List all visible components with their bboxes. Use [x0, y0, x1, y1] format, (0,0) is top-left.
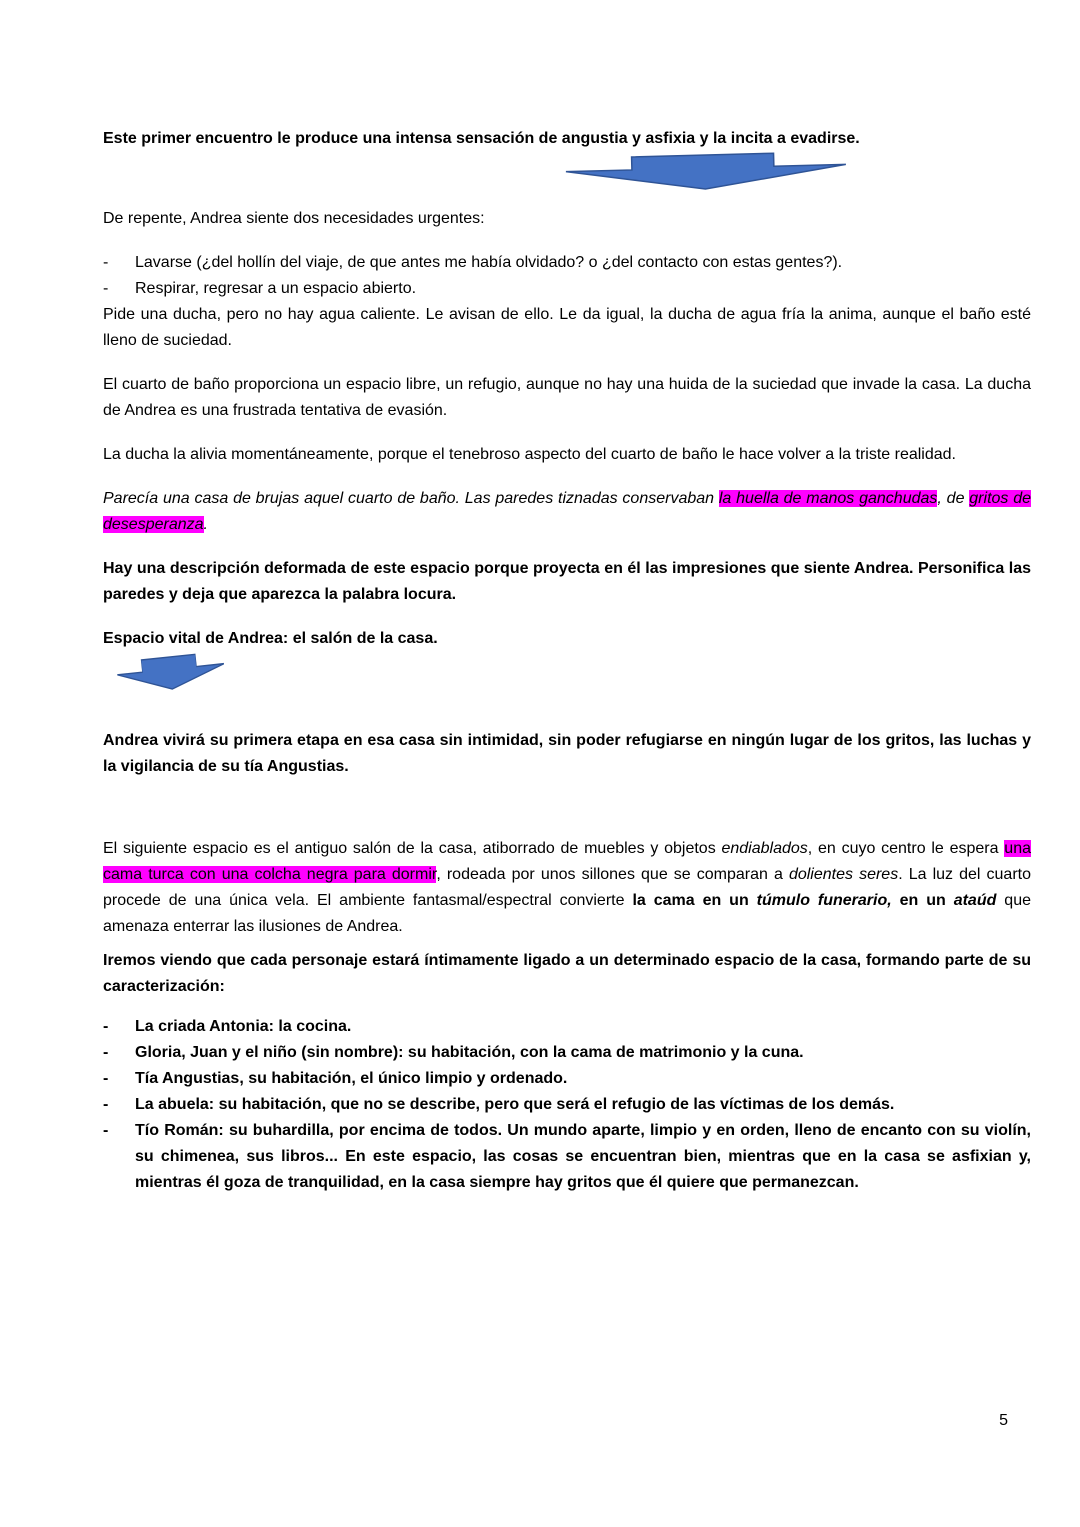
down-arrow-shape — [565, 150, 848, 193]
dash-bullet: - — [103, 1070, 109, 1087]
down-arrow-polygon — [566, 151, 847, 192]
dash-bullet: - — [103, 1044, 109, 1061]
para-necesidades: De repente, Andrea siente dos necesidades urgentes: — [103, 210, 485, 227]
para-salon-antiguo — [103, 836, 1031, 940]
text-run: . La luz del cuarto procede de una única vela. El ambiente fantasmal/espectral convierte — [103, 866, 1031, 909]
text-run: Parecía una casa de brujas aquel cuarto de baño. Las paredes tiznadas conservaban — [103, 490, 719, 507]
text-run: en un — [891, 892, 954, 909]
down-arrow-icon — [117, 656, 225, 690]
text-run: endiablados — [721, 840, 808, 857]
list-item-text: Lavarse (¿del hollín del viaje, de que antes me había olvidado? o ¿del contacto con estas gentes?). — [135, 254, 843, 271]
list-item-text: La criada Antonia: la cocina. — [135, 1018, 352, 1035]
dash-bullet: - — [103, 254, 109, 271]
para-alivia: La ducha la alivia momentáneamente, porque el tenebroso aspecto del cuarto de baño le hace volver a la triste realidad. — [103, 446, 956, 463]
list-item — [103, 276, 1031, 302]
text-run: . — [203, 516, 208, 533]
dash-bullet: - — [103, 1018, 109, 1035]
text-run: ataúd — [953, 892, 997, 909]
text-run: la cama en un — [632, 892, 757, 909]
down-arrow-shape — [116, 650, 227, 695]
text-run: una cama turca con una colcha negra para dormir — [103, 840, 1031, 883]
list-item-text: Gloria, Juan y el niño (sin nombre): su habitación, con la cama de matrimonio y la cuna. — [135, 1044, 804, 1061]
list-item-text: Respirar, regresar a un espacio abierto. — [135, 280, 417, 297]
necesidades-list — [103, 250, 1031, 302]
list-item-text: Tía Angustias, su habitación, el único limpio y ordenado. — [135, 1070, 568, 1087]
text-run: El siguiente espacio es el antiguo salón de la casa, atiborrado de muebles y objetos — [103, 840, 722, 857]
personajes-list — [103, 1014, 1031, 1196]
text-run: la huella de manos ganchudas — [718, 490, 938, 507]
list-item — [103, 1092, 1031, 1118]
text-run: , en cuyo centro le espera — [807, 840, 1005, 857]
text-run: túmulo funerario, — [756, 892, 892, 909]
list-item — [103, 1118, 1031, 1196]
heading-espacio-vital: Espacio vital de Andrea: el salón de la casa. — [103, 630, 438, 647]
list-item-text: La abuela: su habitación, que no se describe, pero que será el refugio de las víctimas de los demás. — [135, 1096, 895, 1113]
list-item — [103, 1014, 1031, 1040]
para-andrea-vivira: Andrea vivirá su primera etapa en esa casa sin intimidad, sin poder refugiarse en ningún lugar de los gritos, las luchas y la vigilancia de su tía Angustias. — [103, 732, 1031, 775]
text-run: , de — [937, 490, 970, 507]
heading-primer-encuentro: Este primer encuentro le produce una intensa sensación de angustia y asfixia y la incita a evadirse. — [103, 130, 860, 147]
text-run: gritos de desesperanza — [103, 490, 1032, 533]
list-item — [103, 1066, 1031, 1092]
para-brujas-cita — [103, 486, 1031, 538]
list-item — [103, 1040, 1031, 1066]
down-arrow-icon — [565, 154, 847, 190]
para-ducha: Pide una ducha, pero no hay agua caliente. Le avisan de ello. Le da igual, la ducha de agua fría la anima, aunque el baño esté lleno de suciedad. — [103, 306, 1031, 349]
text-run: que amenaza enterrar las ilusiones de Andrea. — [103, 892, 1031, 935]
dash-bullet: - — [103, 1122, 109, 1139]
dash-bullet: - — [103, 280, 109, 297]
dash-bullet: - — [103, 1096, 109, 1113]
down-arrow-polygon — [116, 651, 226, 694]
list-item-text: Tío Román: su buhardilla, por encima de todos. Un mundo aparte, limpio y en orden, lleno de encanto con su violín, su chimenea, sus libros... En este espacio, las cosas se encuentran bien, mientras que en la casa se asfixian y, mientras él goza de tranquilidad, en la casa siempre hay gritos que él quiere que permanezcan. — [135, 1122, 1031, 1191]
para-descripcion-deformada: Hay una descripción deformada de este espacio porque proyecta en él las impresiones que siente Andrea. Personifica las paredes y deja que aparezca la palabra locura. — [103, 560, 1031, 603]
text-run: , rodeada por unos sillones que se comparan a — [436, 866, 789, 883]
para-cuarto-bano: El cuarto de baño proporciona un espacio libre, un refugio, aunque no hay una huida de la suciedad que invade la casa. La ducha de Andrea es una frustrada tentativa de evasión. — [103, 376, 1031, 419]
text-run: dolientes seres — [788, 866, 899, 883]
para-iremos-viendo: Iremos viendo que cada personaje estará íntimamente ligado a un determinado espacio de la casa, formando parte de su caracterización: — [103, 952, 1031, 995]
list-item — [103, 250, 1031, 276]
page-number: 5 — [999, 1412, 1008, 1429]
